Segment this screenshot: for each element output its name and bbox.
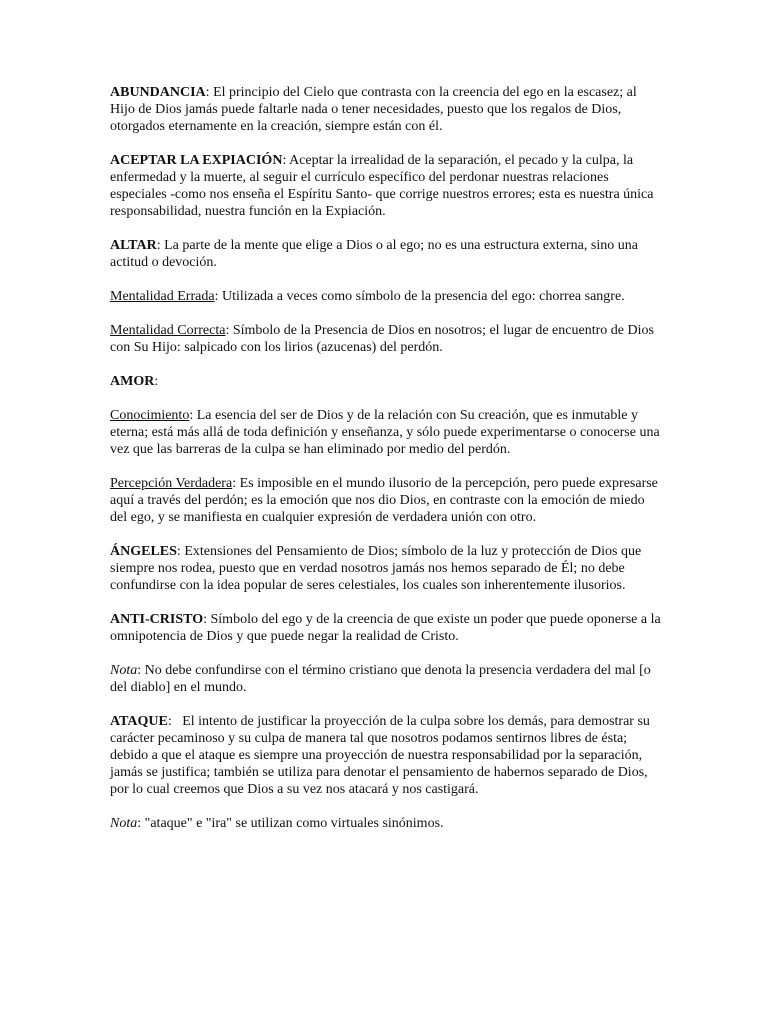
entry-definition: Símbolo del ego y de la creencia de que existe un poder que puede oponerse a la omnipotencia de Dios y que puede negar la realidad de Cristo. <box>110 612 661 644</box>
entry-separator: : <box>214 289 222 304</box>
entry-term: Mentalidad Correcta <box>110 323 226 338</box>
glossary-entry <box>110 713 665 798</box>
entry-separator: : <box>154 374 159 389</box>
entry-separator: : <box>137 663 145 678</box>
entry-separator: : <box>156 238 165 253</box>
entry-definition: El intento de justificar la proyección de la culpa sobre los demás, para demostrar su carácter pecaminoso y su culpa de manera tal que nosotros podamos sentirnos libres de ésta; debido a que el ataque es siempre una proyección de nuestra responsabilidad por la separación, jamás se justifica; también se utiliza para denotar el pensamiento de habernos separado de Dios, por lo cual creemos que Dios a su vez nos atacará y nos castigará. <box>110 714 650 797</box>
entry-definition: Extensiones del Pensamiento de Dios; símbolo de la luz y protección de Dios que siempre nos rodea, puesto que en verdad nosotros jamás nos hemos separado de Él; no debe confundirse con la idea popular de seres celestiales, los cuales son inherentemente ilusorios. <box>110 544 642 593</box>
glossary-entry <box>110 543 665 594</box>
note-entry <box>110 815 665 832</box>
entry-term: ANTI-CRISTO <box>110 612 204 627</box>
note-text: No debe confundirse con el término cristiano que denota la presencia verdadera del mal [o del diablo] en el mundo. <box>110 663 651 695</box>
note-entry <box>110 662 665 696</box>
entry-term: Percepción Verdadera <box>110 476 233 491</box>
glossary-entry <box>110 84 665 135</box>
glossary-subentry <box>110 288 665 305</box>
glossary-entry <box>110 611 665 645</box>
entry-definition: Aceptar la irrealidad de la separación, el pecado y la culpa, la enfermedad y la muerte, al seguir el currículo específico del perdonar nuestras relaciones especiales -como nos enseña el Espíritu Santo- que corrige nuestros errores; esta es nuestra única responsabilidad, nuestra función en la Expiación. <box>110 153 654 219</box>
entry-term: ATAQUE <box>110 714 168 729</box>
entry-separator: : <box>282 153 290 168</box>
note-label: Nota <box>110 816 138 831</box>
entry-term: ÁNGELES <box>110 544 177 559</box>
entry-definition: La esencia del ser de Dios y de la relación con Su creación, que es inmutable y eterna; está más allá de toda definición y enseñanza, y sólo puede experimentarse o conocerse una vez que las barreras de la culpa se han eliminado por medio del perdón. <box>110 408 660 457</box>
entry-definition: Símbolo de la Presencia de Dios en nosotros; el lugar de encuentro de Dios con Su Hijo: salpicado con los lirios (azucenas) del perdón. <box>110 323 654 355</box>
glossary-subentry <box>110 475 665 526</box>
entry-separator: : <box>176 544 185 559</box>
entry-definition: Utilizada a veces como símbolo de la presencia del ego: chorrea sangre. <box>221 289 625 304</box>
glossary-subentry <box>110 407 665 458</box>
entry-term: ALTAR <box>110 238 157 253</box>
entry-separator: : <box>167 714 183 729</box>
glossary-entry <box>110 373 665 390</box>
glossary-subentry <box>110 322 665 356</box>
entry-term: ACEPTAR LA EXPIACIÓN <box>110 153 283 168</box>
glossary-entry <box>110 237 665 271</box>
glossary-entry <box>110 152 665 220</box>
entry-separator: : <box>225 323 233 338</box>
note-text: "ataque" e "ira" se utilizan como virtuales sinónimos. <box>144 816 444 831</box>
note-label: Nota <box>110 663 138 678</box>
entry-term: Mentalidad Errada <box>110 289 215 304</box>
entry-definition: La parte de la mente que elige a Dios o al ego; no es una estructura externa, sino una actitud o devoción. <box>110 238 638 270</box>
entry-definition: Es imposible en el mundo ilusorio de la percepción, pero puede expresarse aquí a través del perdón; es la emoción que nos dio Dios, en contraste con la emoción de miedo del ego, y se manifiesta en cualquier expresión de verdadera unión con otro. <box>110 476 658 525</box>
entry-separator: : <box>203 612 211 627</box>
entry-definition: El principio del Cielo que contrasta con la creencia del ego en la escasez; al Hijo de Dios jamás puede faltarle nada o tener necesidades, puesto que los regalos de Dios, otorgados eternamente en la creación, siempre están con él. <box>110 85 637 134</box>
entry-separator: : <box>137 816 145 831</box>
entry-term: ABUNDANCIA <box>110 85 206 100</box>
document-page <box>110 84 665 849</box>
entry-separator: : <box>205 85 214 100</box>
entry-term: Conocimiento <box>110 408 190 423</box>
entry-term: AMOR <box>110 374 155 389</box>
entry-separator: : <box>232 476 240 491</box>
entry-separator: : <box>189 408 197 423</box>
